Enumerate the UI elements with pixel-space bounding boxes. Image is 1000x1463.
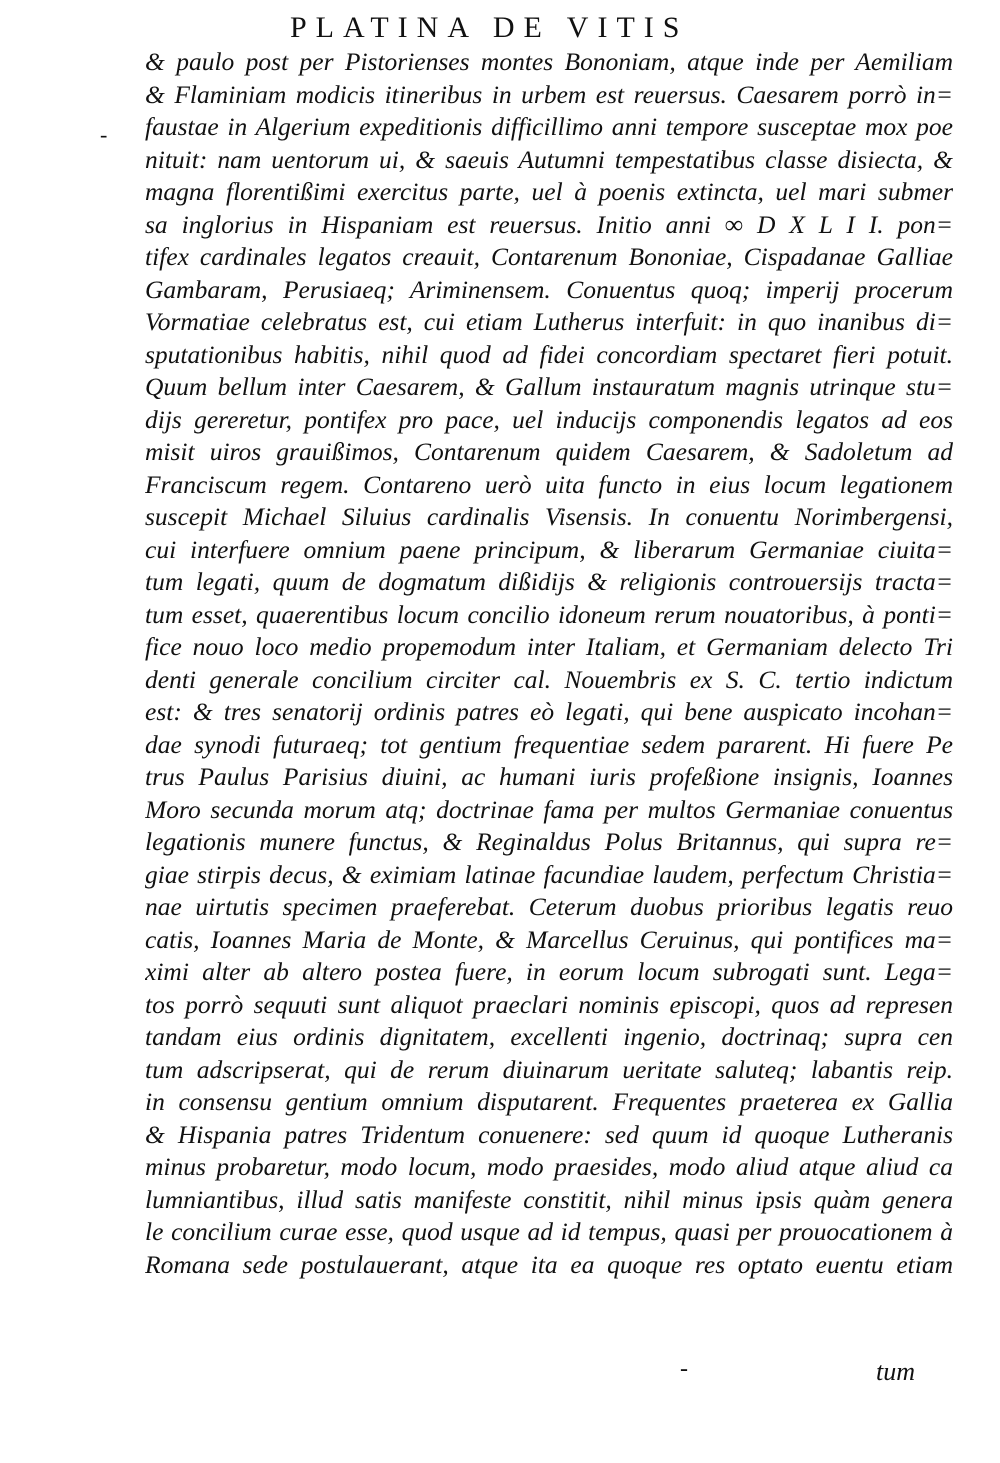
text-line: tum legati, quum de dogmatum dißidijs & religionis controuersijs tracta= bbox=[145, 567, 953, 596]
text-line: dae synodi futuraeq; tot gentium frequentiae sedem pararent. Hi fuere Pe bbox=[145, 729, 953, 759]
margin-mark: - bbox=[100, 122, 108, 147]
text-line: Romana sede postulauerant, atque ita ea quoque res optato euentu etiam bbox=[145, 1249, 953, 1279]
text-line: trus Paulus Parisius diuini, ac humani iuris profeßione insignis, Ioannes bbox=[145, 762, 953, 791]
running-head: PLATINA DE VITIS bbox=[290, 11, 689, 44]
text-line: & paulo post per Pistorienses montes Bononiam, atque inde per Aemiliam bbox=[145, 47, 953, 76]
text-line: Gambaram, Perusiaeq; Ariminensem. Conuentus quoq; imperij procerum bbox=[145, 274, 953, 304]
text-line: tos porrò sequuti sunt aliquot praeclari nominis episcopi, quos ad represen bbox=[145, 989, 953, 1019]
text-line: est: & tres senatorij ordinis patres eò legati, qui bene auspicato incohan= bbox=[145, 697, 953, 726]
footer-dash: - bbox=[680, 1356, 688, 1382]
text-line: legationis munere functus, & Reginaldus Polus Britannus, qui supra re= bbox=[145, 827, 953, 856]
text-line: magna florentißimi exercitus parte, uel à poenis extincta, uel mari submer bbox=[145, 177, 953, 206]
text-line: misit uiros grauißimos, Contarenum quidem Caesarem, & Sadoletum ad bbox=[145, 437, 953, 466]
text-line: tandam eius ordinis dignitatem, excellenti ingenio, doctrinaq; supra cen bbox=[145, 1022, 953, 1051]
text-line: fice nouo loco medio propemodum inter Italiam, et Germaniam delecto Tri bbox=[145, 632, 953, 661]
text-line: dijs gereretur, pontifex pro pace, uel inducijs componendis legatos ad eos bbox=[145, 404, 953, 434]
text-line: ximi alter ab altero postea fuere, in eorum locum subrogati sunt. Lega= bbox=[145, 957, 953, 986]
text-line: & Flaminiam modicis itineribus in urbem est reuersus. Caesarem porrò in= bbox=[145, 79, 953, 109]
text-line: faustae in Algerium expeditionis difficillimo anni tempore susceptae mox poe bbox=[145, 112, 953, 141]
text-line: suscepit Michael Siluius cardinalis Visensis. In conuentu Norimbergensi, bbox=[145, 502, 953, 531]
text-line: Quum bellum inter Caesarem, & Gallum instauratum magnis utrinque stu= bbox=[145, 372, 953, 401]
text-line: Franciscum regem. Contareno uerò uita functo in eius locum legationem bbox=[145, 469, 953, 499]
text-line: tum esset, quaerentibus locum concilio idoneum rerum nouatoribus, à ponti= bbox=[145, 599, 953, 629]
text-line: nituit: nam uentorum ui, & saeuis Autumni tempestatibus classe disiecta, & bbox=[145, 144, 953, 174]
text-line: Moro secunda morum atq; doctrinae fama per multos Germaniae conuentus bbox=[145, 794, 953, 824]
text-line: in consensu gentium omnium disputarent. Frequentes praeterea ex Gallia bbox=[145, 1087, 953, 1116]
text-line: denti generale concilium circiter cal. Nouembris ex S. C. tertio indictum bbox=[145, 664, 953, 694]
text-line: nae uirtutis specimen praeferebat. Ceterum duobus prioribus legatis reuo bbox=[145, 892, 953, 921]
text-line: tifex cardinales legatos creauit, Contarenum Bononiae, Cispadanae Galliae bbox=[145, 242, 953, 271]
text-line: le concilium curae esse, quod usque ad id tempus, quasi per prouocationem à bbox=[145, 1217, 953, 1246]
text-line: sa inglorius in Hispaniam est reuersus. Initio anni ∞ D X L I I. pon= bbox=[145, 209, 953, 239]
text-line: Vormatiae celebratus est, cui etiam Lutherus interfuit: in quo inanibus di= bbox=[145, 307, 953, 336]
text-line: sputationibus habitis, nihil quod ad fidei concordiam spectaret fieri potuit. bbox=[145, 339, 953, 369]
text-line: & Hispania patres Tridentum conuenere: sed quum id quoque Lutheranis bbox=[145, 1119, 953, 1149]
text-line: lumniantibus, illud satis manifeste constitit, nihil minus ipsis quàm genera bbox=[145, 1184, 953, 1214]
catchword: tum bbox=[876, 1357, 915, 1386]
text-line: tum adscripserat, qui de rerum diuinarum ueritate saluteq; labantis reip. bbox=[145, 1054, 953, 1084]
text-line: giae stirpis decus, & eximiam latinae facundiae laudem, perfectum Christia= bbox=[145, 859, 953, 889]
text-line: minus probaretur, modo locum, modo praesides, modo aliud atque aliud ca bbox=[145, 1152, 953, 1181]
text-line: cui interfuere omnium paene principum, & liberarum Germaniae ciuita= bbox=[145, 534, 953, 564]
text-line: catis, Ioannes Maria de Monte, & Marcellus Ceruinus, qui pontifices ma= bbox=[145, 924, 953, 954]
body-text-block bbox=[145, 46, 953, 1281]
